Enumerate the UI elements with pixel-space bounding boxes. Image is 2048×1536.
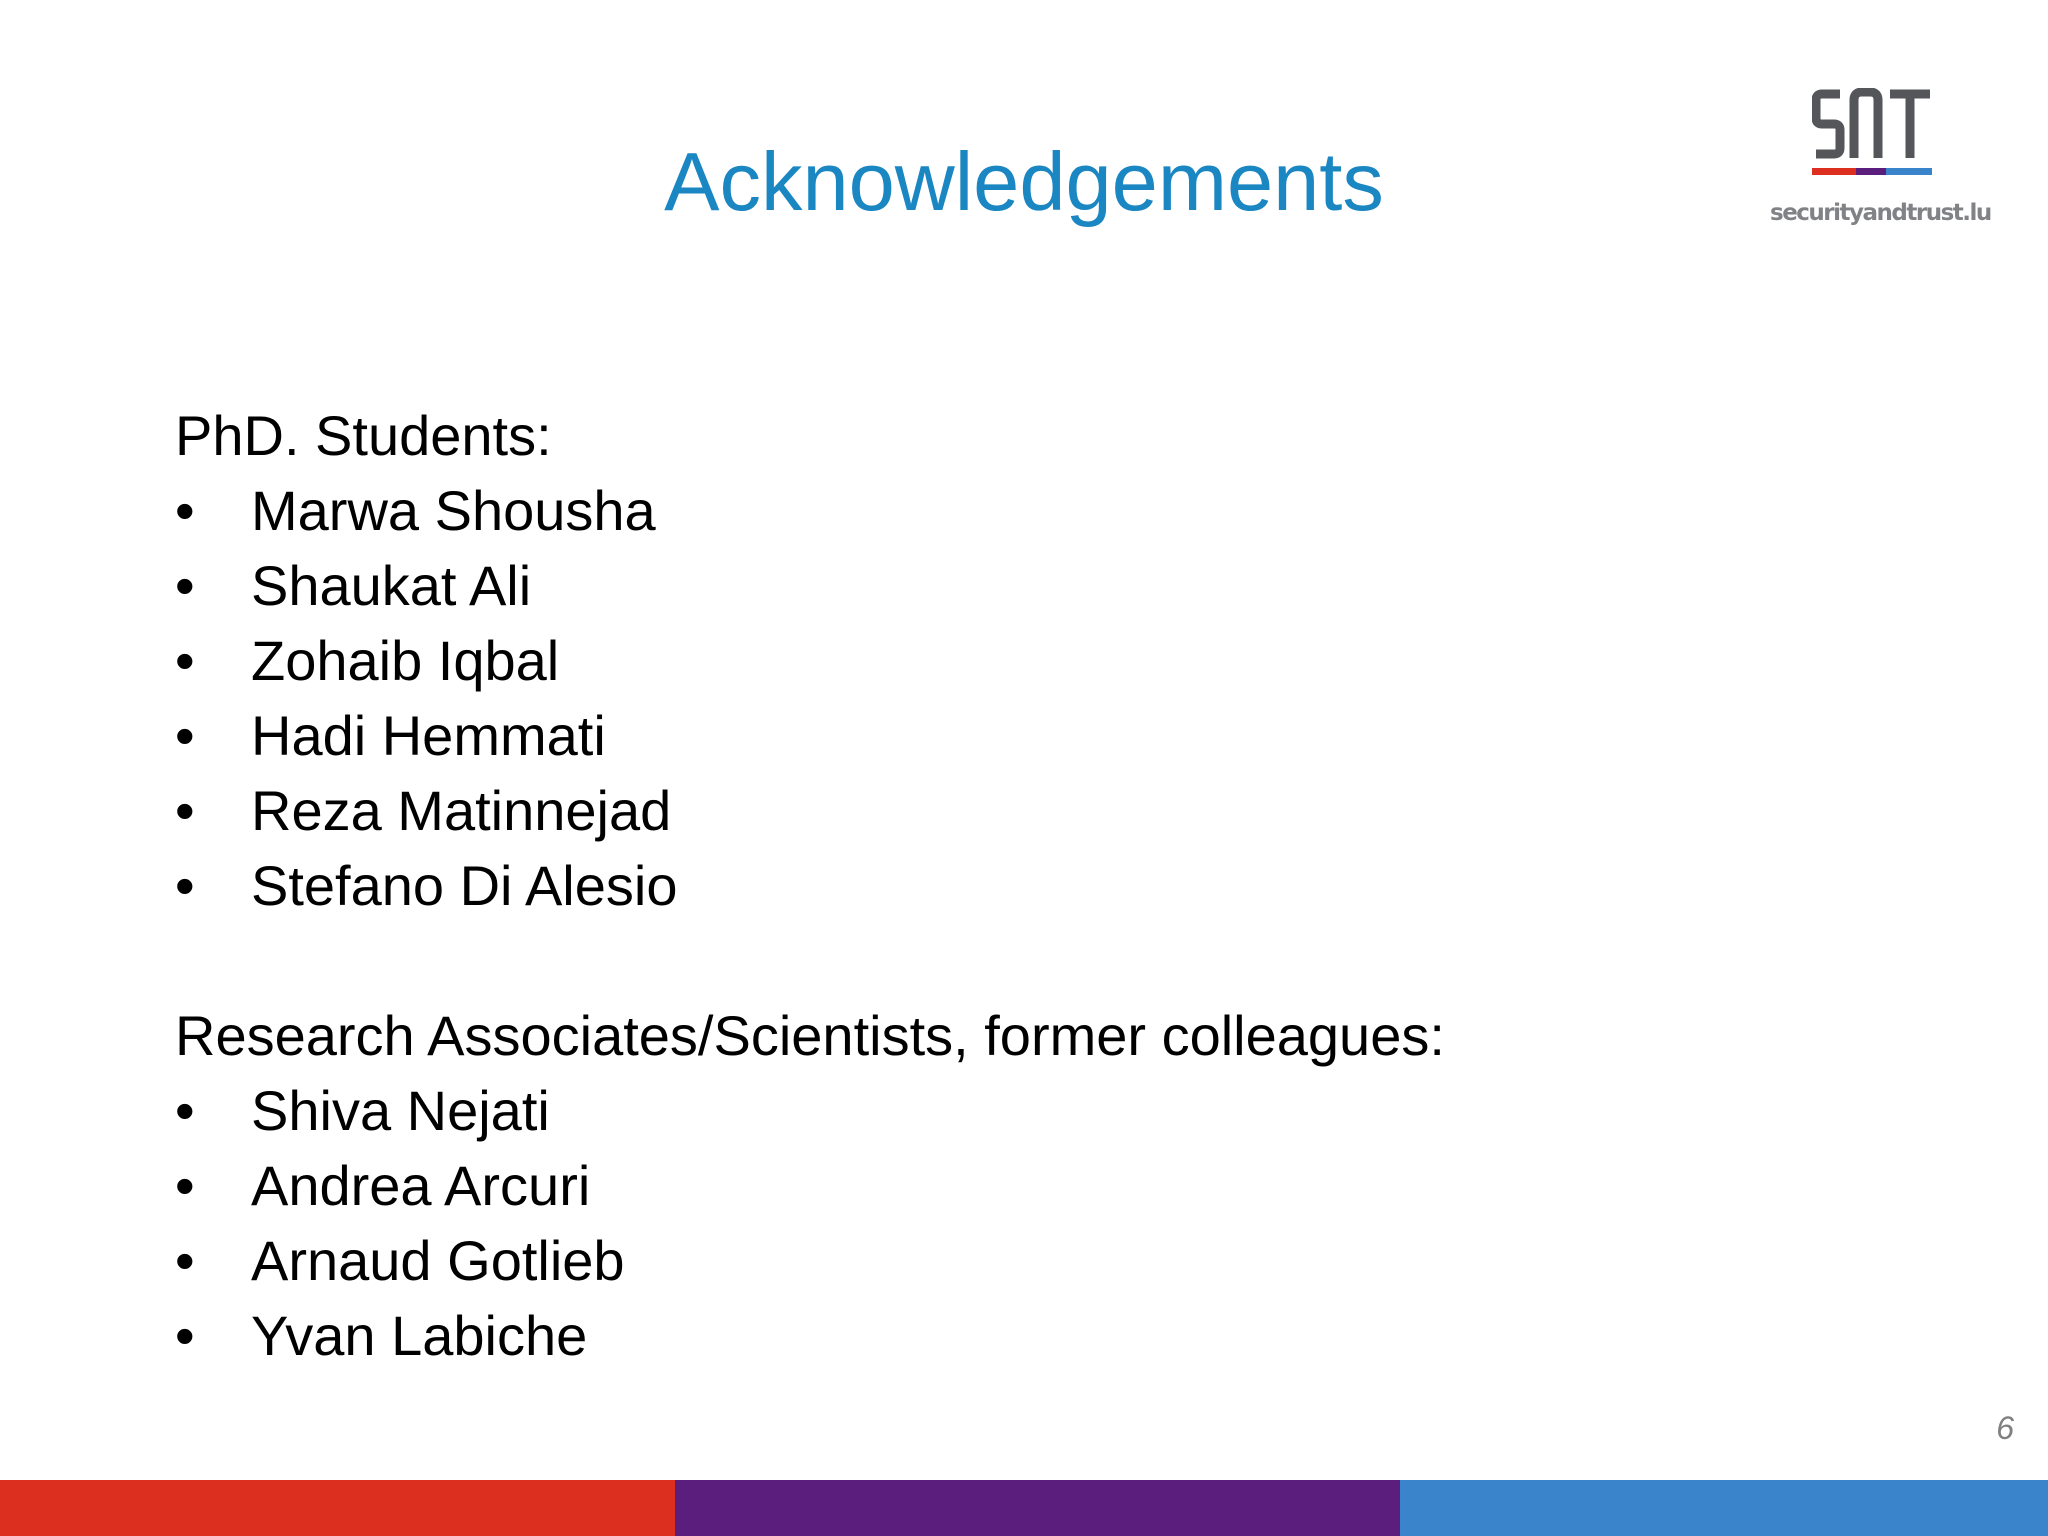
- bullet-icon: •: [175, 554, 195, 617]
- person-name: Marwa Shousha: [251, 479, 656, 542]
- research-associates-list: [175, 1073, 1445, 1373]
- person-name: Zohaib Iqbal: [251, 629, 560, 692]
- acknowledgements-content: [175, 398, 1445, 1373]
- person-name: Andrea Arcuri: [251, 1154, 591, 1217]
- footer-color-bar: [0, 1480, 2048, 1536]
- person-name: Shiva Nejati: [251, 1079, 550, 1142]
- person-name: Shaukat Ali: [251, 554, 532, 617]
- list-item: [175, 1073, 1445, 1148]
- list-item: [175, 473, 1445, 548]
- bullet-icon: •: [175, 704, 195, 767]
- list-item: [175, 623, 1445, 698]
- bullet-icon: •: [175, 854, 195, 917]
- person-name: Hadi Hemmati: [251, 704, 606, 767]
- bullet-icon: •: [175, 1304, 195, 1367]
- list-item: [175, 1223, 1445, 1298]
- bullet-icon: •: [175, 479, 195, 542]
- snt-logo: [1770, 88, 1991, 238]
- section-heading-research-associates: Research Associates/Scientists, former colleagues:: [175, 1004, 1445, 1067]
- list-item: [175, 773, 1445, 848]
- footer-bar-red: [0, 1480, 675, 1536]
- list-item: [175, 548, 1445, 623]
- page-number: 6: [1996, 1410, 2014, 1446]
- footer-bar-blue: [1400, 1480, 2048, 1536]
- list-item: [175, 1298, 1445, 1373]
- logo-caption: securityandtrust.lu: [1770, 200, 1991, 226]
- list-item: [175, 848, 1445, 923]
- phd-students-list: [175, 473, 1445, 923]
- list-item: [175, 1148, 1445, 1223]
- slide-title: Acknowledgements: [664, 135, 1384, 228]
- section-spacer: [175, 923, 1445, 998]
- list-item: [175, 698, 1445, 773]
- person-name: Stefano Di Alesio: [251, 854, 678, 917]
- bullet-icon: •: [175, 1154, 195, 1217]
- person-name: Arnaud Gotlieb: [251, 1229, 625, 1292]
- footer-bar-purple: [675, 1480, 1400, 1536]
- bullet-icon: •: [175, 629, 195, 692]
- section-heading-phd-students: PhD. Students:: [175, 404, 552, 467]
- bullet-icon: •: [175, 779, 195, 842]
- snt-logo-icon: [1812, 88, 1932, 178]
- person-name: Reza Matinnejad: [251, 779, 672, 842]
- bullet-icon: •: [175, 1229, 195, 1292]
- bullet-icon: •: [175, 1079, 195, 1142]
- person-name: Yvan Labiche: [251, 1304, 588, 1367]
